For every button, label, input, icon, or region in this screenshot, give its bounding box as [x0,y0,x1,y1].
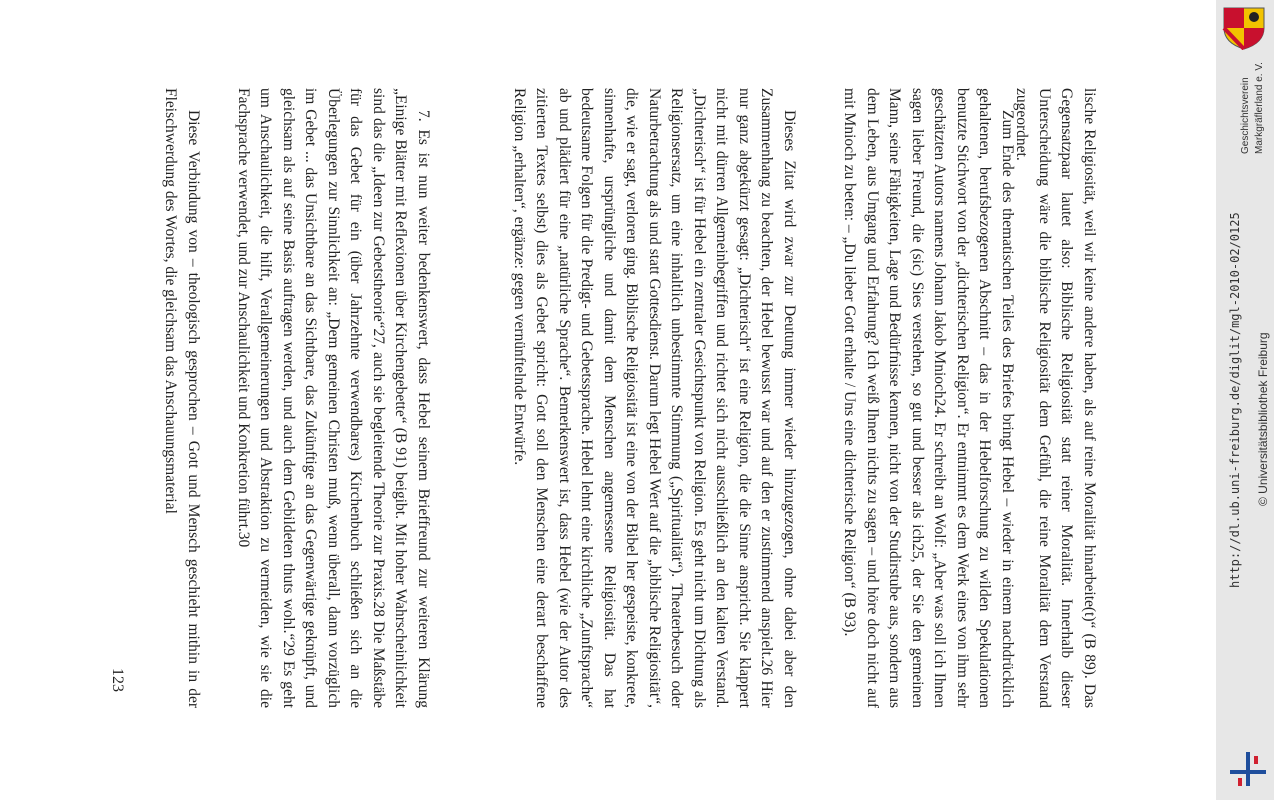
paragraph-3: Dieses Zitat wird zwar zur Deutung immer wieder hinzugezogen, ohne dabei aber den Zusammenhang zu beachten, der Hebel bewusst war und auf den er zustimmend anspielt.26 Hier nur ganz abgekürzt gesagt: „Dichterisch“ ist eine Religion, die die Sinne anspricht. Sie klappert nicht mit dürren Allgemeinbegriffen und richtet sich nicht ausschließlich an den kalten Verstand. „Dichterisch“ ist für Hebel ein zentraler Gesichtspunkt von Religion. Es geht nicht um Dichtung als Religionsersatz, um eine inhaltlich unbestimmte Stimmung („Spiritualität“). Theaterbesuch oder Naturbetrachtung als und statt Gottesdienst. Darum legt Hebel Wert auf die „biblische Religiosität“, die, wie er sagt, verloren ging. Biblische Religiosität ist eine von der Bibel her gespeiste, konkrete, sinnenhafte, ursprüngliche und damit dem Menschen angemessene Religiosität. Das hat bedeutsame Folgen für die Predigt- und Gebetssprache. Hebel lehnt eine kirchliche „Zunftsprache“ ab und plädiert für eine „natürliche Sprache“. Bemerkenswert ist, dass Hebel (wie der Autor des zitierten Textes selbst) dies als Gebet spricht: Gott soll den Menschen eine derart beschaffene Religion „erhalten“, ergänze: gegen vernünftelnde Entwürfe. [511,88,798,708]
copyright-notice: © Universitätsbibliothek Freiburg [1256,332,1270,506]
society-name-line1: Geschichtsverein [1240,77,1251,154]
paragraph-5: Diese Verbindung von – theologisch gesprochen – Gott und Mensch geschieht mithin in der Fleischwerdung des Wortes, die gleichsam das Anschauungsmaterial [162,88,202,708]
page-number: 123 [109,668,126,692]
society-name-line2: Markgräflerland e. V. [1254,62,1265,154]
document-url-link[interactable]: http://dl.ub.uni-freiburg.de/diglit/mgl-2010-02/0125 [1228,212,1242,588]
paragraph-1: lische Religiosität, weil wir keine andere haben, als auf reine Moralität hinarbeite(t)“ (B 89). Das Gegensatzpaar lautet also: Biblische Religiosität statt reiner Moralität. Innerhalb dieser Unterscheidung wäre die biblische Religiosität dem Gefühl, die reine Moralität dem Verstand zugeordnet. [1013,88,1098,708]
university-library-logo-icon [1226,748,1270,788]
paragraph-2: Zum Ende des thematischen Teiles des Briefes bringt Hebel – wieder in einem nachdrücklich gehaltenen, berufsbezogenen Abschnitt – das in der Hebelforschung zu wilden Spekulationen benutzte Stichwort von der „dichterischen Religion“. Er entnimmt es dem Werk eines von ihm sehr geschätzten Autors namens Johann Jakob Mnioch24. Er schreibt an Wolf: „Aber was soll ich Ihnen sagen lieber Freund, die (sic) Sies verstehen, so gut und besser als ich25, der Sie den gemeinen Mann, seine Fähigkeiten, Lage und Bedürfnisse kennen, nicht von der Studirstube aus, sondern aus dem Leben, aus Umgang und Erfahrung? Ich weiß Ihnen nichts zu sagen – und höre doch nicht auf mit Mnioch zu beten: – „Du lieber Gott erhalte / Uns eine dichterische Religion“ (B 93). [841,88,1016,708]
society-crest-icon [1220,6,1268,50]
paragraph-4: 7. Es ist nun weiter bedenkenswert, dass Hebel seinem Brieffreund zur weiteren Klärung „Einige Blätter mit Reflexionen über Kirchengebette“ (B 91) beigibt. Mit hoher Wahrscheinlichkeit sind das die „Ideen zur Gebetstheorie“27, auch sie begleitende Theorie zur Praxis.28 Die Maßstäbe für das Gebet für ein (über Jahrzehnte verwendbares) Kirchenbuch schließen sich an die Überlegungen zur Sinnlichkeit an: „Dem gemeinen Christen muß, wenn überall, dann vorzüglich im Gebet ... das Unsichtbare an das Sichtbare, das Zukünftige an das Gegenwärtige geknüpft, und gleichsam als auf seine Basis auftragen werden, und auch dem Gebildeten thuts wohl.“29 Es geht um Anschaulichkeit, die hilft, Verallgemeinerungen und Abstraktion zu vermeiden, wie sie die Fachsprache verwendet, und zur Anschaulichkeit und Konkretion führt.30 [235,88,432,708]
